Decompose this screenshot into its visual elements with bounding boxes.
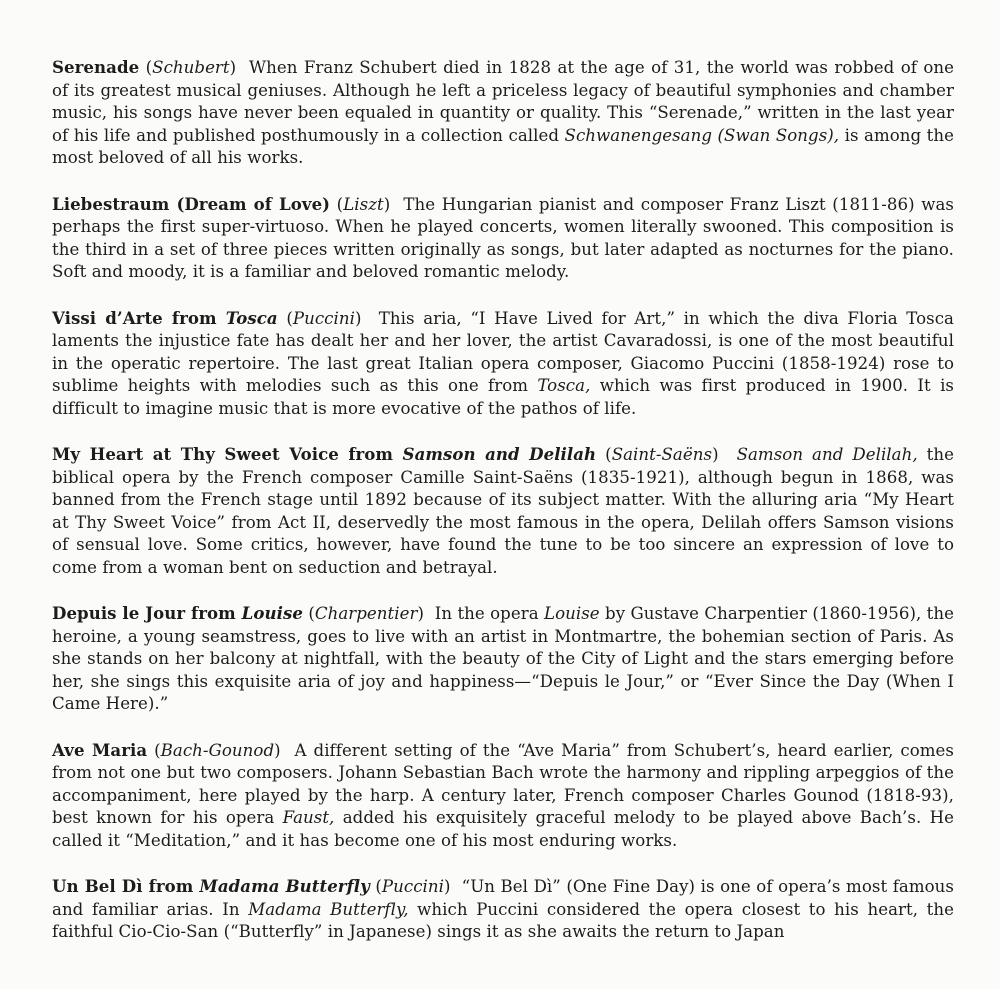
body-text: the biblical opera by the French composer Camille Saint-Saëns (1835-1921), although begun in 1868, was banned from the French stage until 1892 because of its subject matter. With the alluring aria “My Heart at Thy Sweet Voice” from Act II, deservedly the most famous in the opera, Delilah offers Samson visions of sensual love. Some critics, however, have found the tune to be too sincere an expression of love to come from a woman bent on seduction and betrayal.: [52, 445, 954, 577]
entry-composer: Charpentier: [314, 604, 418, 623]
entry-un-bel-di: Un Bel Dì from Madama Butterfly (Puccini) “Un Bel Dì” (One Fine Day) is one of opera’s most famous and familiar arias. In Madama Butterfly, which Puccini considered the opera closest to his heart, the faithful Cio-Cio-San (“Butterfly” in Japanese) sings it as she awaits the return to Japan: [52, 876, 954, 941]
body-italic: Faust,: [282, 808, 335, 827]
entry-ave-maria: Ave Maria (Bach-Gounod) A different setting of the “Ave Maria” from Schubert’s, heard earlier, comes from not one but two composers. Johann Sebastian Bach wrote the harmony and rippling arpeggios of the accompaniment, here played by the harp. A century later, French composer Charles Gounod (1818-93), best known for his opera Faust, added his exquisitely graceful melody to be played above Bach’s. He called it “Meditation,” and it has become one of his most enduring works.: [52, 739, 954, 850]
body-text: This aria, “I Have Lived for Art,” in which the diva Floria Tosca laments the injustice fate has dealt her and her lover, the artist Cavaradossi, is one of the most beautiful in the operatic repertoire. The last great Italian opera composer, Giacomo Puccini (1858-1924) rose to sublime heights with melodies such as this one from: [52, 308, 954, 395]
body-text: which Puccini considered the opera closest to his heart, the faithful Cio-Cio-San (“Butterfly” in Japanese) sings it as she awaits the return to Japan: [52, 899, 954, 941]
entry-heading: Liebestraum (Dream of Love): [52, 193, 331, 214]
entry-composer: Schubert: [152, 58, 230, 77]
entry-heading: Serenade: [52, 57, 140, 77]
entry-serenade: Serenade (Schubert) When Franz Schubert died in 1828 at the age of 31, the world was robbed of one of its greatest musical geniuses. Although he left a priceless legacy of beautiful symphonies and chamber music, his songs have never been equaled in quantity or quality. This “Serenade,” written in the last year of his life and published posthumously in a collection called Schwanengesang (Swan Songs), is among the most beloved of all his works.: [52, 57, 954, 167]
body-italic: Madama Butterfly,: [248, 899, 409, 919]
heading-work: Samson and Delilah: [402, 444, 597, 464]
entry-my-heart: My Heart at Thy Sweet Voice from Samson and Delilah (Saint-Saëns) Samson and Delilah, the biblical opera by the French composer Camille Saint-Saëns (1835-1921), although begun in 1868, was banned from the French stage until 1892 because of its subject matter. With the alluring aria “My Heart at Thy Sweet Voice” from Act II, deservedly the most famous in the opera, Delilah offers Samson visions of sensual love. Some critics, however, have found the tune to be too sincere an expression of love to come from a woman bent on seduction and betrayal.: [52, 444, 954, 577]
entry-vissi-darte: Vissi d’Arte from Tosca (Puccini) This aria, “I Have Lived for Art,” in which the diva Floria Tosca laments the injustice fate has dealt her and her lover, the artist Cavaradossi, is one of the most beautiful in the operatic repertoire. The last great Italian opera composer, Giacomo Puccini (1858-1924) rose to sublime heights with melodies such as this one from Tosca, which was first produced in 1900. It is difficult to imagine music that is more evocative of the pathos of life.: [52, 307, 954, 418]
body-text: added his exquisitely graceful melody to be played above Bach’s. He called it “Meditation,” and it has become one of his most enduring works.: [52, 808, 954, 850]
body-italic: Louise: [544, 604, 600, 623]
heading-text: My Heart at Thy Sweet Voice from: [52, 444, 403, 464]
entry-liebestraum: Liebestraum (Dream of Love) (Liszt) The Hungarian pianist and composer Franz Liszt (1811-86) was perhaps the first super-virtuoso. When he played concerts, women literally swooned. This composition is the third in a set of three pieces written originally as songs, but later adapted as nocturnes for the piano. Soft and moody, it is a familiar and beloved romantic melody.: [52, 193, 954, 281]
body-text: A different setting of the “Ave Maria” from Schubert’s, heard earlier, comes from not one but two composers. Johann Sebastian Bach wrote the harmony and rippling arpeggios of the accompaniment, here played by the harp. A century later, French composer Charles Gounod (1818-93), best known for his opera: [52, 740, 954, 827]
body-text: is among the most beloved of all his works.: [52, 125, 954, 167]
heading-text: Depuis le Jour from: [52, 603, 242, 623]
heading-work: Louise: [241, 603, 303, 623]
entry-composer: Bach-Gounod: [160, 740, 275, 760]
heading-text: Vissi d’Arte from: [52, 307, 226, 328]
body-text: The Hungarian pianist and composer Franz Liszt (1811-86) was perhaps the first super-virtuoso. When he played concerts, women literally swooned. This composition is the third in a set of three pieces written originally as songs, but later adapted as nocturnes for the piano. Soft and moody, it is a familiar and beloved romantic melody.: [52, 194, 954, 281]
body-text: When Franz Schubert died in 1828 at the age of 31, the world was robbed of one of its greatest musical geniuses. Although he left a priceless legacy of beautiful symphonies and chamber music, his songs have never been equaled in quantity or quality. This “Serenade,” written in the last year of his life and published posthumously in a collection called: [52, 58, 954, 145]
entry-composer: Saint-Saëns: [611, 445, 713, 464]
entry-composer: Puccini: [292, 308, 355, 328]
body-italic: Schwanengesang (Swan Songs),: [564, 125, 840, 145]
heading-work: Tosca: [225, 307, 278, 328]
entry-heading: [52, 308, 278, 328]
body-text: by Gustave Charpentier (1860-1956), the heroine, a young seamstress, goes to live with an artist in Montmartre, the bohemian section of Paris. As she stands on her balcony at nightfall, with the beauty of the City of Light and the stars emerging before her, she sings this exquisite aria of joy and happiness—“Depuis le Jour,” or “Ever Since the Day (When I Came Here).”: [52, 604, 954, 713]
heading-work: Madama Butterfly: [199, 876, 370, 896]
entry-heading: [52, 876, 370, 896]
entry-depuis-le-jour: Depuis le Jour from Louise (Charpentier) In the opera Louise by Gustave Charpentier (1860-1956), the heroine, a young seamstress, goes to live with an artist in Montmartre, the bohemian section of Paris. As she stands on her balcony at nightfall, with the beauty of the City of Light and the stars emerging before her, she sings this exquisite aria of joy and happiness—“Depuis le Jour,” or “Ever Since the Day (When I Came Here).”: [52, 603, 954, 713]
body-text: which was first produced in 1900. It is difficult to imagine music that is more evocative of the pathos of life.: [52, 376, 954, 418]
body-text: In the opera: [434, 604, 545, 623]
body-italic: Samson and Delilah,: [736, 445, 918, 464]
entry-heading: [52, 603, 303, 623]
entry-heading: Ave Maria: [52, 739, 148, 760]
body-text: “Un Bel Dì” (One Fine Day) is one of opera’s most famous and familiar arias. In: [52, 877, 954, 919]
body-italic: Tosca,: [537, 376, 591, 395]
entry-composer: Liszt: [343, 194, 384, 214]
heading-text: Un Bel Dì from: [52, 876, 200, 896]
entry-composer: Puccini: [381, 877, 445, 896]
entry-heading: [52, 444, 596, 464]
